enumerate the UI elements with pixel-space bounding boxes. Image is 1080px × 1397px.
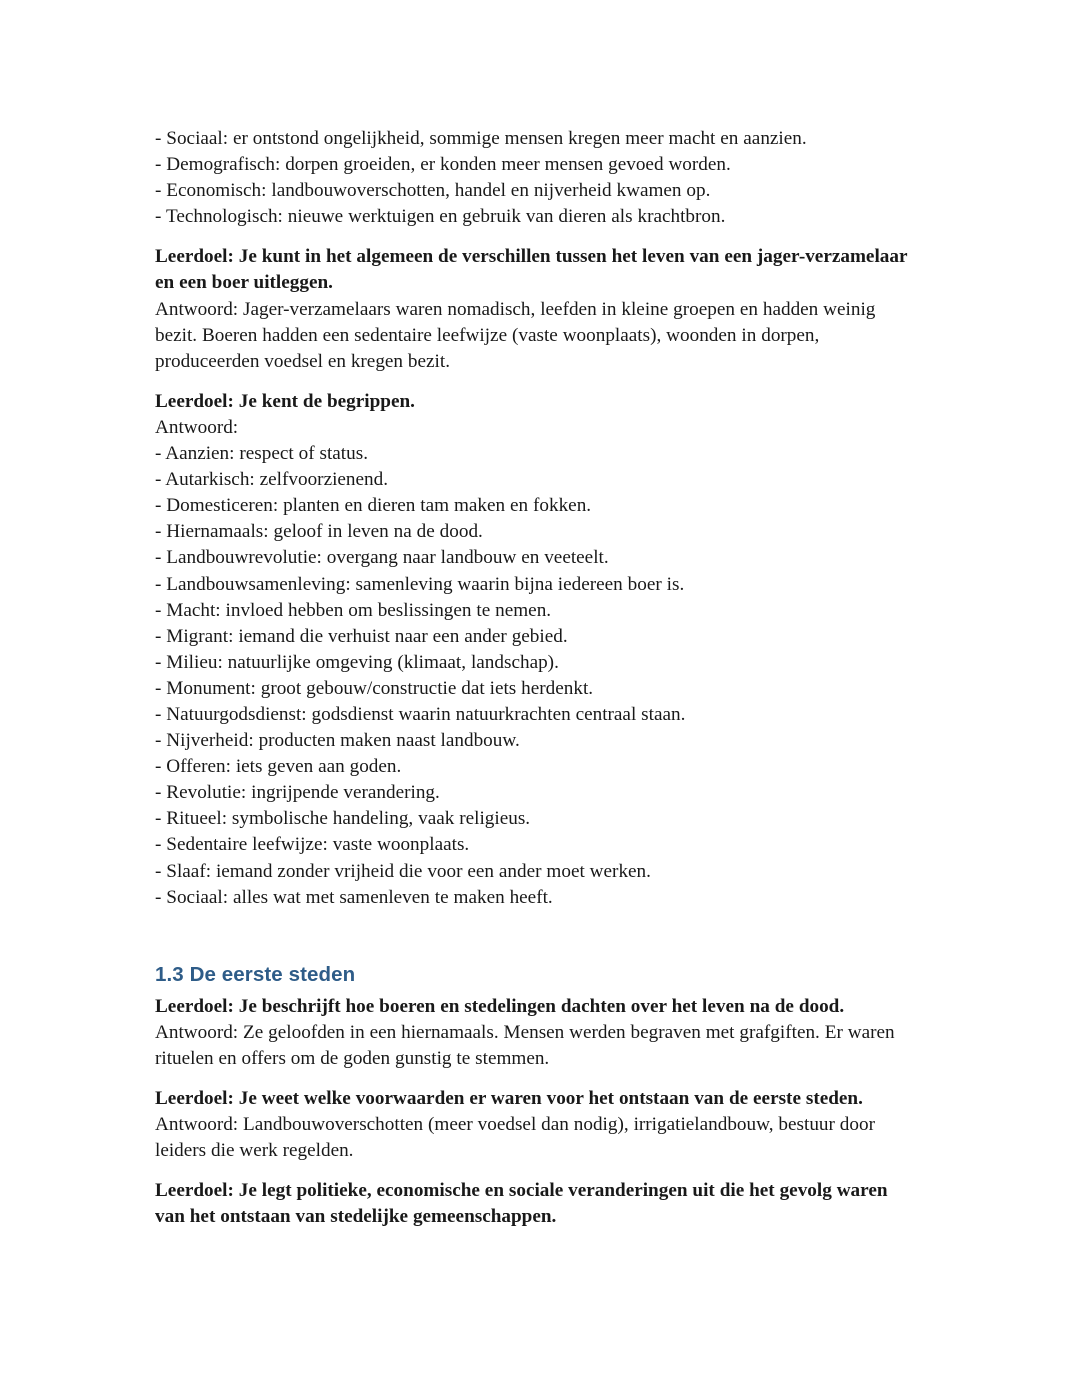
learning-goal-text: Leerdoel: Je kunt in het algemeen de verschillen tussen het leven van een jager-verzamelaar en een boer uitleggen. (155, 246, 908, 294)
learning-goal-text: Leerdoel: Je weet welke voorwaarden er waren voor het ontstaan van de eerste steden. (155, 1088, 863, 1109)
list-item: - Slaaf: iemand zonder vrijheid die voor een ander moet werken. (155, 860, 651, 882)
list-item: - Sociaal: alles wat met samenleven te maken heeft. (155, 886, 553, 908)
list-item: - Natuurgodsdienst: godsdienst waarin natuurkrachten centraal staan. (155, 703, 686, 725)
list-item: - Monument: groot gebouw/constructie dat iets herdenkt. (155, 677, 594, 699)
list-item: - Technologisch: nieuwe werktuigen en gebruik van dieren als krachtbron. (155, 206, 726, 228)
list-item: - Economisch: landbouwoverschotten, handel en nijverheid kwamen op. (155, 180, 711, 202)
paragraph-spacer (155, 1164, 920, 1178)
answer-text: Antwoord: Jager-verzamelaars waren nomadisch, leefden in kleine groepen en hadden weinig bezit. Boeren hadden een sedentaire leefwijze (vaste woonplaats), woonden in dorpen, produceerden voedsel en kregen bezit. (155, 298, 876, 372)
list-item: - Domesticeren: planten en dieren tam maken en fokken. (155, 495, 592, 517)
qa-block-jager-verzamelaar (155, 244, 920, 374)
list-item: - Ritueel: symbolische handeling, vaak religieus. (155, 808, 531, 830)
list-item: - Offeren: iets geven aan goden. (155, 756, 402, 778)
list-item: - Landbouwsamenleving: samenleving waarin bijna iedereen boer is. (155, 573, 685, 595)
paragraph-spacer (155, 375, 920, 389)
list-item: - Aanzien: respect of status. (155, 443, 368, 465)
list-item: - Landbouwrevolutie: overgang naar landbouw en veeteelt. (155, 547, 609, 569)
list-item: - Nijverheid: producten maken naast landbouw. (155, 730, 520, 752)
answer-text: Antwoord: Landbouwoverschotten (meer voedsel dan nodig), irrigatielandbouw, bestuur door leiders die werk regelden. (155, 1114, 875, 1162)
qa-block-veranderingen-stedelijke-gemeenschappen (155, 1178, 920, 1230)
bullet-list-gevolgen (155, 126, 920, 230)
list-item: - Sedentaire leefwijze: vaste woonplaats. (155, 834, 470, 856)
document-body (155, 126, 920, 1230)
list-item: - Macht: invloed hebben om beslissingen te nemen. (155, 599, 552, 621)
list-item: - Autarkisch: zelfvoorzienend. (155, 469, 389, 491)
learning-goal-text: Leerdoel: Je kent de begrippen. (155, 390, 415, 412)
list-item: - Revolutie: ingrijpende verandering. (155, 782, 440, 804)
qa-block-begrippen (155, 389, 920, 911)
paragraph-spacer (155, 230, 920, 244)
paragraph-spacer (155, 1072, 920, 1086)
qa-block-voorwaarden-eerste-steden (155, 1086, 920, 1164)
answer-text: Antwoord: Ze geloofden in een hiernamaals. Mensen werden begraven met grafgiften. Er waren rituelen en offers om de goden gunstig te stemmen. (155, 1021, 895, 1069)
list-item: - Hiernamaals: geloof in leven na de dood. (155, 521, 483, 543)
list-item: - Milieu: natuurlijke omgeving (klimaat, landschap). (155, 651, 559, 673)
section-spacer (155, 911, 920, 962)
learning-goal-text: Leerdoel: Je legt politieke, economische en sociale veranderingen uit die het gevolg waren van het ontstaan van stedelijke gemeenschappen. (155, 1180, 888, 1228)
list-item: - Migrant: iemand die verhuist naar een ander gebied. (155, 625, 568, 647)
list-item: - Demografisch: dorpen groeiden, er konden meer mensen gevoed worden. (155, 154, 731, 176)
learning-goal-text: Leerdoel: Je beschrijft hoe boeren en stedelingen dachten over het leven na de dood. (155, 995, 845, 1017)
section-heading-1-3: 1.3 De eerste steden (155, 962, 356, 986)
answer-label: Antwoord: (155, 416, 239, 438)
qa-block-leven-na-de-dood (155, 994, 920, 1072)
list-item: - Sociaal: er ontstond ongelijkheid, sommige mensen kregen meer macht en aanzien. (155, 128, 807, 149)
